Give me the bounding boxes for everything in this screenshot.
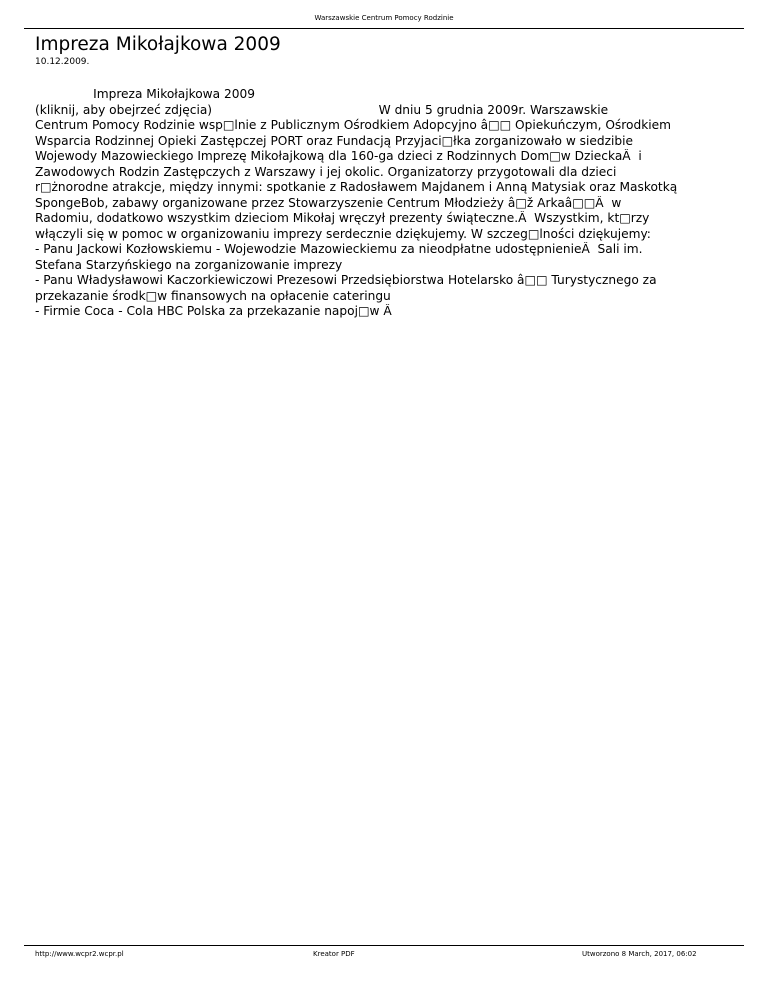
article-line: r□żnorodne atrakcje, między innymi: spotkanie z Radosławem Majdanem i Anną Matysiak oraz Maskotką	[35, 180, 678, 194]
photo-link-line[interactable]: (kliknij, aby obejrzeć zdjęcia) W dniu 5 grudnia 2009r. Warszawskie	[35, 102, 609, 117]
thanks-line: - Panu Władysławowi Kaczorkiewiczowi Prezesowi Przedsiębiorstwa Hotelarsko â□□ Turystycznego za	[35, 273, 657, 287]
article-line: Wsparcia Rodzinnej Opieki Zastępczej PORT oraz Fundacją Przyjaci□łka zorganizowało w siedzibie	[35, 133, 634, 148]
article-line: SpongeBob, zabawy organizowane przez Stowarzyszenie Centrum Młodzieży â□ž Arkaâ□□Â w	[35, 195, 622, 210]
article-date: 10.12.2009.	[35, 57, 90, 67]
site-header: Warszawskie Centrum Pomocy Rodzinie	[314, 14, 454, 22]
article-line: Zawodowych Rodzin Zastępczych z Warszawy i jej okolic. Organizatorzy przygotowali dla dzieci	[35, 164, 617, 179]
thanks-line: - Panu Jackowi Kozłowskiemu - Wojewodzie Mazowieckiemu za nieodpłatne udostępnienieÂ Sali im.	[35, 242, 643, 256]
footer-divider	[24, 945, 744, 946]
article-line: Radomiu, dodatkowo wszystkim dzieciom Mikołaj wręczył prezenty świąteczne.Â Wszystkim, kt□rzy	[35, 211, 650, 225]
thanks-line: Stefana Starzyńskiego na zorganizowanie imprezy	[35, 257, 343, 272]
footer-created-date: Utworzono 8 March, 2017, 06:02	[582, 950, 697, 958]
article-line: Centrum Pomocy Rodzinie wsp□lnie z Publicznym Ośrodkiem Adopcyjno â□□ Opiekuńczym, Ośrodkiem	[35, 118, 672, 132]
article-line: włączyli się w pomoc w organizowaniu imprezy serdecznie dziękujemy. W szczeg□lności dziękujemy:	[35, 226, 651, 241]
article-title: Impreza Mikołajkowa 2009	[35, 34, 281, 55]
article-line: Wojewody Mazowieckiego Imprezę Mikołajkową dla 160-ga dzieci z Rodzinnych Dom□w DzieckaÂ i	[35, 149, 642, 163]
footer-generator: Kreator PDF	[313, 950, 355, 958]
thanks-line: - Firmie Coca - Cola HBC Polska za przekazanie napoj□w Â	[35, 304, 392, 318]
article-body	[35, 87, 737, 320]
article-subtitle-line: Impreza Mikołajkowa 2009	[35, 87, 255, 101]
footer-url[interactable]: http://www.wcpr2.wcpr.pl	[35, 950, 124, 958]
header-divider	[24, 28, 744, 29]
thanks-line: przekazanie środk□w finansowych na opłacenie cateringu	[35, 288, 391, 303]
